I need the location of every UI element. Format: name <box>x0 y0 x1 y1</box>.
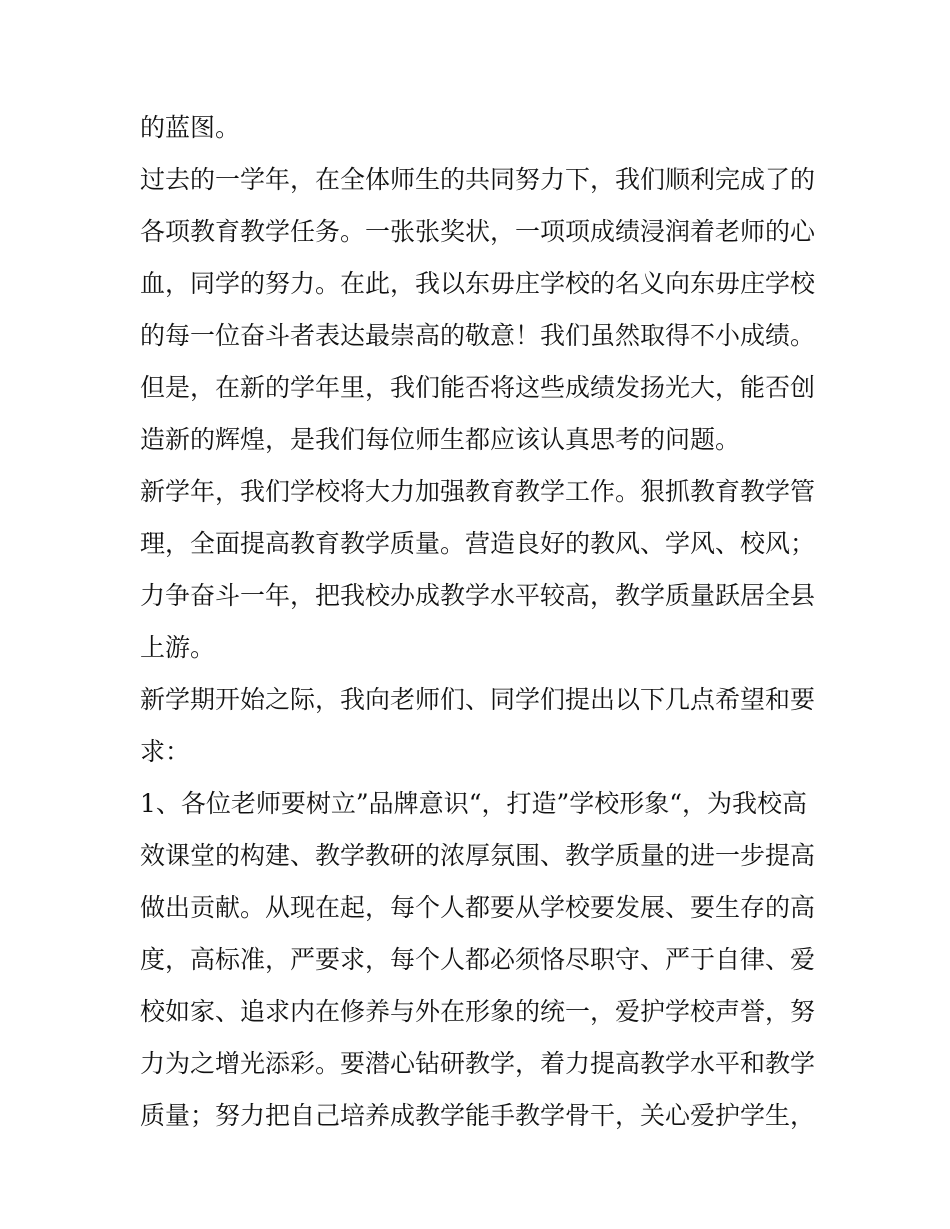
text-line-17: 度，高标准，严要求，每个人都必须恪尽职守、严于自律、爱 <box>140 945 816 974</box>
text-line-1: 的蓝图。 <box>140 113 241 142</box>
text-line-18: 校如家、追求内在修养与外在形象的统一，爱护学校声誉，努 <box>140 997 816 1026</box>
text-line-10: 力争奋斗一年，把我校办成教学水平较高，教学质量跃居全县 <box>140 581 816 610</box>
text-line-14: 1、各位老师要树立”品牌意识“，打造”学校形象“，为我校高 <box>140 789 808 818</box>
text-line-7: 造新的辉煌，是我们每位师生都应该认真思考的问题。 <box>140 425 741 454</box>
text-line-12: 新学期开始之际，我向老师们、同学们提出以下几点希望和要 <box>140 685 816 714</box>
text-line-20: 质量；努力把自己培养成教学能手教学骨干，关心爱护学生， <box>140 1101 816 1130</box>
text-line-4: 血，同学的努力。在此，我以东毋庄学校的名义向东毋庄学校 <box>140 269 816 298</box>
text-line-19: 力为之增光添彩。要潜心钻研教学，着力提高教学水平和教学 <box>140 1049 816 1078</box>
text-line-9: 理，全面提高教育教学质量。营造良好的教风、学风、校风； <box>140 529 816 558</box>
text-line-2: 过去的一学年，在全体师生的共同努力下，我们顺利完成了的 <box>140 165 816 194</box>
text-line-5: 的每一位奋斗者表达最崇高的敬意！我们虽然取得不小成绩。 <box>140 321 816 350</box>
text-line-13: 求： <box>140 737 191 766</box>
text-line-11: 上游。 <box>140 633 216 662</box>
text-line-16: 做出贡献。从现在起，每个人都要从学校要发展、要生存的高 <box>140 893 816 922</box>
text-line-6: 但是，在新的学年里，我们能否将这些成绩发扬光大，能否创 <box>140 373 816 402</box>
text-line-15: 效课堂的构建、教学教研的浓厚氛围、教学质量的进一步提高 <box>140 841 816 870</box>
text-line-3: 各项教育教学任务。一张张奖状，一项项成绩浸润着老师的心 <box>140 217 816 246</box>
text-line-8: 新学年，我们学校将大力加强教育教学工作。狠抓教育教学管 <box>140 477 816 506</box>
